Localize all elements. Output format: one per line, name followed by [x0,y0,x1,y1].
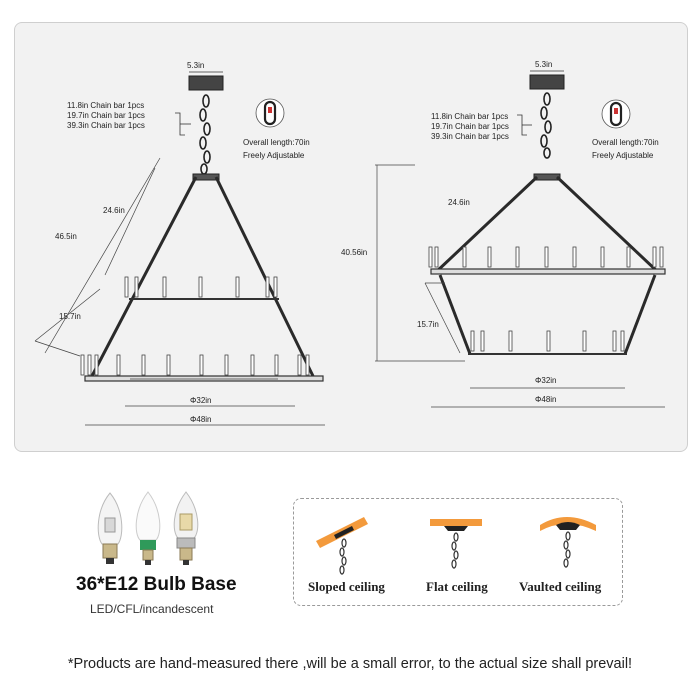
right-overall-length: Overall length:70in [592,138,659,147]
vaulted-ceiling-label: Vaulted ceiling [519,579,602,594]
bulb-types: LED/CFL/incandescent [90,602,214,616]
ceiling-types-panel [293,498,623,606]
right-adjustable: Freely Adjustable [592,151,654,160]
right-height-upper: 24.6in [448,198,470,207]
cfl-bulb-icon [136,492,160,565]
vaulted-ceiling-icon [540,517,596,567]
right-height-total: 40.56in [341,248,368,257]
left-diameter-outer: Φ48in [190,415,212,424]
sloped-ceiling-label: Sloped ceiling [308,579,385,594]
carabiner-icon-right [602,100,630,128]
left-canopy [189,76,223,90]
right-height-lower: 15.7in [417,320,439,329]
left-chain [200,95,210,174]
halogen-bulb-icon [98,493,122,564]
sloped-ceiling-icon [316,517,368,574]
left-overall-length: Overall length:70in [243,138,310,147]
right-chain-bar-1: 11.8in Chain bar 1pcs [431,112,509,121]
flat-ceiling-icon [430,519,482,568]
bulb-illustrations [88,488,238,568]
left-height-upper: 24.6in [103,206,125,215]
left-chain-bar-3: 39.3in Chain bar 1pcs [67,121,145,130]
left-dimension-lines [35,158,325,425]
right-dimension-lines [375,165,665,407]
right-diameter-outer: Φ48in [535,395,557,404]
right-canopy-width: 5.3in [535,60,553,69]
right-upper-candles [429,247,663,267]
left-diameter-inner: Φ32in [190,396,212,405]
right-lower-candles [471,331,624,351]
left-adjustable: Freely Adjustable [243,151,305,160]
led-bulb-icon [174,492,198,565]
left-upper-candles [125,277,277,297]
left-chain-bar-1: 11.8in Chain bar 1pcs [67,101,145,110]
left-canopy-width: 5.3in [187,61,205,70]
left-height-total: 46.5in [55,232,77,241]
left-chain-bar-2: 19.7in Chain bar 1pcs [67,111,145,120]
flat-ceiling-label: Flat ceiling [426,579,488,594]
carabiner-icon [256,99,284,127]
dimension-diagrams [15,23,687,451]
measurement-disclaimer: *Products are hand-measured there ,will be a small error, to the actual size shall prevail! [67,656,633,672]
right-chain-bar-3: 39.3in Chain bar 1pcs [431,132,509,141]
dimension-diagram-panel [14,22,688,452]
left-height-lower: 15.7in [59,312,81,321]
bulb-base-title: 36*E12 Bulb Base [76,574,237,595]
right-chain-bar-2: 19.7in Chain bar 1pcs [431,122,509,131]
right-diameter-inner: Φ32in [535,376,557,385]
left-lower-candles [81,355,309,375]
